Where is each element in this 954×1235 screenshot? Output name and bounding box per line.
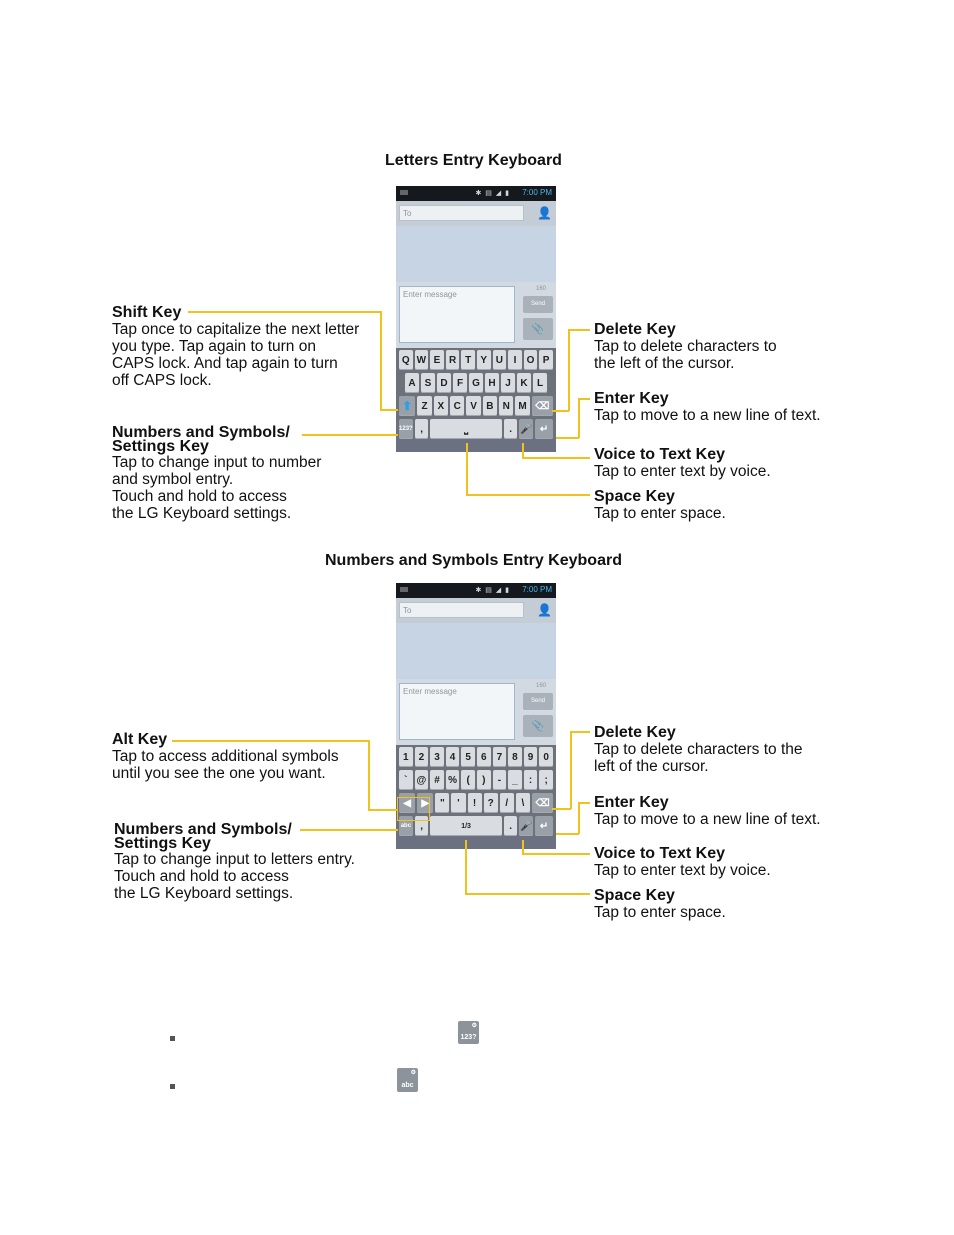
symbol-key[interactable]: ': [451, 793, 465, 813]
callout-line: [578, 802, 590, 804]
annotation-enter: Enter Key Tap to move to a new line of text.: [594, 390, 821, 424]
letter-key[interactable]: V: [466, 396, 480, 416]
send-button[interactable]: Send: [523, 693, 553, 710]
symbol-key[interactable]: !: [468, 793, 482, 813]
letter-key[interactable]: N: [499, 396, 513, 416]
status-bar: [396, 186, 556, 201]
number-key[interactable]: 8: [508, 747, 522, 767]
bullet: [170, 1084, 175, 1089]
alt-left-key[interactable]: ◀: [399, 793, 415, 813]
letter-key[interactable]: L: [533, 373, 547, 393]
annotation-numsym: Numbers and Symbols/ Settings Key Tap to change input to number and symbol entry. Touch and hold to access the LG Keyboard settings.: [112, 424, 322, 522]
message-input[interactable]: Enter message: [399, 286, 515, 343]
letter-key[interactable]: T: [461, 350, 475, 370]
letter-key[interactable]: A: [405, 373, 419, 393]
message-thread: [396, 623, 556, 679]
letter-key[interactable]: Q: [399, 350, 413, 370]
letter-key[interactable]: G: [469, 373, 483, 393]
callout-line: [552, 410, 569, 412]
number-key[interactable]: 9: [524, 747, 538, 767]
comma-key[interactable]: ,: [415, 419, 429, 439]
signal-icons: ✱ ▤ ◢ ▮: [475, 190, 510, 197]
keyboard-status-icon: [400, 587, 408, 592]
annotation-voice: Voice to Text Key Tap to enter text by voice.: [594, 845, 771, 879]
annotation-numsym: Numbers and Symbols/ Settings Key Tap to change input to letters entry. Touch and hold to access the LG Keyboard settings.: [114, 821, 355, 902]
callout-line: [552, 808, 571, 810]
number-key[interactable]: 5: [461, 747, 475, 767]
number-key[interactable]: 2: [415, 747, 429, 767]
send-button[interactable]: Send: [523, 296, 553, 313]
letter-key[interactable]: Y: [477, 350, 491, 370]
symbol-key[interactable]: ": [435, 793, 449, 813]
letter-key[interactable]: X: [434, 396, 448, 416]
voice-key[interactable]: 🎤: [519, 816, 533, 836]
symbol-key[interactable]: %: [446, 770, 460, 790]
callout-line: [568, 329, 590, 331]
callout-line: [380, 409, 398, 411]
letter-key[interactable]: S: [421, 373, 435, 393]
phone-letters: [396, 186, 556, 452]
symbol-key[interactable]: ?: [484, 793, 498, 813]
attach-icon[interactable]: 📎: [523, 318, 553, 340]
callout-line: [556, 437, 579, 439]
callout-line: [466, 494, 590, 496]
delete-key[interactable]: ⌫: [532, 793, 553, 813]
letter-key[interactable]: I: [508, 350, 522, 370]
shift-key[interactable]: ⬆: [399, 396, 415, 416]
callout-line: [578, 398, 580, 438]
period-key[interactable]: .: [504, 816, 518, 836]
to-field[interactable]: To: [399, 602, 524, 618]
numbers-symbols-key[interactable]: 123?: [399, 419, 413, 439]
callout-line: [570, 731, 590, 733]
symbol-key[interactable]: @: [415, 770, 429, 790]
number-key[interactable]: 7: [493, 747, 507, 767]
letters-icon: ⚙ abc: [397, 1068, 418, 1092]
space-key[interactable]: 1/3: [430, 816, 501, 836]
status-time: 7:00 PM: [522, 585, 552, 594]
callout-line: [522, 443, 524, 458]
callout-line: [522, 840, 524, 854]
number-key[interactable]: 1: [399, 747, 413, 767]
signal-icons: ✱ ▤ ◢ ▮: [475, 587, 510, 594]
callout-line: [466, 443, 468, 495]
symbol-key[interactable]: `: [399, 770, 413, 790]
gear-icon: ⚙: [410, 1070, 416, 1076]
enter-key[interactable]: ↵: [535, 419, 553, 439]
symbol-key[interactable]: _: [508, 770, 522, 790]
letter-key[interactable]: K: [517, 373, 531, 393]
keyboard-status-icon: [400, 190, 408, 195]
voice-key[interactable]: 🎤: [519, 419, 533, 439]
letter-key[interactable]: Z: [417, 396, 431, 416]
number-key[interactable]: 6: [477, 747, 491, 767]
annotation-space: Space Key Tap to enter space.: [594, 488, 726, 522]
symbol-key[interactable]: :: [524, 770, 538, 790]
callout-line: [302, 434, 398, 436]
callout-line: [188, 311, 381, 313]
letter-key[interactable]: W: [415, 350, 429, 370]
gear-icon: ⚙: [471, 1023, 477, 1029]
symbol-key[interactable]: /: [500, 793, 514, 813]
letter-key[interactable]: E: [430, 350, 444, 370]
symbol-key[interactable]: (: [461, 770, 475, 790]
annotation-delete: Delete Key Tap to delete characters to the left of the cursor.: [594, 724, 803, 775]
callout-line: [368, 740, 370, 810]
symbol-key[interactable]: ;: [539, 770, 553, 790]
annotation-voice: Voice to Text Key Tap to enter text by voice.: [594, 446, 771, 480]
letter-key[interactable]: U: [493, 350, 507, 370]
callout-line: [568, 329, 570, 411]
callout-line: [578, 398, 590, 400]
callout-line: [465, 840, 467, 894]
to-field[interactable]: To: [399, 205, 524, 221]
letter-key[interactable]: O: [524, 350, 538, 370]
letter-key[interactable]: F: [453, 373, 467, 393]
alt-right-key[interactable]: ▶: [417, 793, 433, 813]
section-title-numbers: Numbers and Symbols Entry Keyboard: [325, 552, 622, 569]
numbers-symbols-icon: ⚙ 123?: [458, 1021, 479, 1044]
contact-icon[interactable]: 👤: [537, 603, 552, 617]
message-input[interactable]: Enter message: [399, 683, 515, 740]
delete-key[interactable]: ⌫: [532, 396, 553, 416]
comma-key[interactable]: ,: [415, 816, 429, 836]
callout-line: [556, 833, 579, 835]
symbol-key[interactable]: ): [477, 770, 491, 790]
annotation-shift: Shift Key Tap once to capitalize the next letter you type. Tap again to turn on CAPS lock. And tap again to turn off CAPS lock.: [112, 304, 360, 389]
callout-line: [522, 457, 590, 459]
bullet: [170, 1036, 175, 1041]
callout-line: [368, 809, 398, 811]
numbers-symbols-key[interactable]: abc: [399, 816, 413, 836]
callout-line: [300, 829, 398, 831]
period-key[interactable]: .: [504, 419, 518, 439]
message-thread: [396, 226, 556, 282]
letter-key[interactable]: D: [437, 373, 451, 393]
letter-key[interactable]: P: [539, 350, 553, 370]
callout-line: [465, 893, 590, 895]
symbol-key[interactable]: #: [430, 770, 444, 790]
letter-key[interactable]: M: [515, 396, 529, 416]
number-key[interactable]: 0: [539, 747, 553, 767]
letter-key[interactable]: H: [485, 373, 499, 393]
enter-key[interactable]: ↵: [535, 816, 553, 836]
callout-line: [172, 740, 369, 742]
callout-line: [380, 311, 382, 410]
char-count: 160: [535, 683, 546, 689]
attach-icon[interactable]: 📎: [523, 715, 553, 737]
numbers-keyboard: [396, 745, 556, 836]
alt-key-highlight: [397, 797, 430, 821]
annotation-delete: Delete Key Tap to delete characters to the left of the cursor.: [594, 321, 777, 372]
annotation-enter: Enter Key Tap to move to a new line of text.: [594, 794, 821, 828]
number-key[interactable]: 3: [430, 747, 444, 767]
contact-icon[interactable]: 👤: [537, 206, 552, 220]
number-key[interactable]: 4: [446, 747, 460, 767]
callout-line: [522, 853, 590, 855]
status-bar: [396, 583, 556, 598]
callout-line: [578, 802, 580, 834]
letter-key[interactable]: R: [446, 350, 460, 370]
section-title-letters: Letters Entry Keyboard: [385, 152, 562, 169]
letters-keyboard: [396, 348, 556, 439]
letter-key[interactable]: J: [501, 373, 515, 393]
char-count: 160: [535, 286, 546, 292]
symbol-key[interactable]: -: [493, 770, 507, 790]
space-key[interactable]: ⎵: [430, 419, 501, 439]
callout-line: [570, 731, 572, 809]
letter-key[interactable]: C: [450, 396, 464, 416]
annotation-space: Space Key Tap to enter space.: [594, 887, 726, 921]
status-time: 7:00 PM: [522, 188, 552, 197]
symbol-key[interactable]: \: [516, 793, 530, 813]
letter-key[interactable]: B: [483, 396, 497, 416]
annotation-alt: Alt Key Tap to access additional symbols until you see the one you want.: [112, 731, 339, 782]
